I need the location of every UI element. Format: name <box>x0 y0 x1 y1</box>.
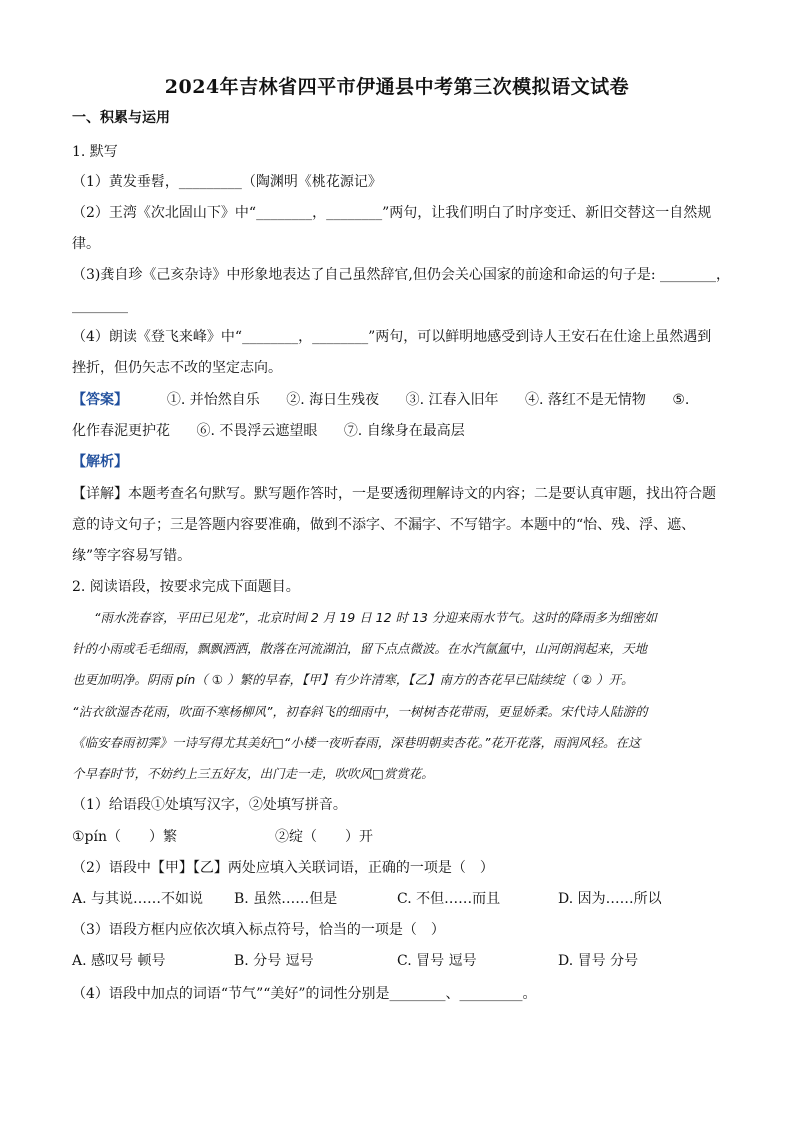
answer-item: ⑦. 自缘身在最高层 <box>343 423 465 439</box>
passage-line-1: “雨水洗春容，平田已见龙”，北京时间 2 月 19 日 12 时 13 分迎来雨水节气。这时的降雨多为细密如 <box>94 610 657 625</box>
question-1-heading: 1. 默写 <box>72 144 118 160</box>
option-a: A. 感叹号 顿号 <box>72 953 166 969</box>
question-1-part-2-cont: 律。 <box>72 236 100 252</box>
question-1-part-2: （2）王湾《次北固山下》中“________，________”两句，让我们明白了时序变迁、新旧交替这一自然规 <box>72 205 712 221</box>
passage-line-6: 个早春时节，不妨约上三五好友，出门走一走，吹吹风□赏赏花。 <box>72 766 434 781</box>
answer-tag: 【答案】 <box>72 392 128 408</box>
detail-line-2: 意的诗文句子；三是答题内容要准确，做到不添字、不漏字、不写错字。本题中的“怡、残、浮、遮、 <box>72 517 696 533</box>
answer-row-2 <box>72 421 728 441</box>
answer-item: ③. 江春入旧年 <box>405 392 499 408</box>
question-1-part-3: （3)龚自珍《己亥杂诗》中形象地表达了自己虽然辞官,但仍会关心国家的前途和命运的句子是: ________， <box>72 267 730 283</box>
option-c: C. 冒号 逗号 <box>397 953 477 969</box>
passage-line-2: 针的小雨或毛毛细雨，飘飘洒洒，散落在河流湖泊，留下点点微波。在水汽氤氲中，山河朗润起来，天地 <box>72 641 648 656</box>
option-b: B. 分号 逗号 <box>234 953 314 969</box>
subquestion-3: （3）语段方框内应依次填入标点符号，恰当的一项是（ ） <box>72 922 445 938</box>
passage-line-5: 《临安春雨初霁》一诗写得尤其美好□“小楼一夜听春雨，深巷明朝卖杏花。”花开花落，雨润风轻。在这 <box>72 735 641 750</box>
detail-line-3: 缘”等字容易写错。 <box>72 548 192 564</box>
option-a: A. 与其说……不如说 <box>72 891 204 907</box>
answer-item: ⑤. <box>672 392 690 408</box>
option-b: B. 虽然……但是 <box>234 891 338 907</box>
option-d: D. 冒号 分号 <box>558 953 639 969</box>
option-d: D. 因为……所以 <box>558 891 662 907</box>
option-c: C. 不但……而且 <box>397 891 501 907</box>
question-1-part-3-cont: ________ <box>72 298 128 314</box>
blank-1: ①pín（ ）繁 <box>72 829 178 845</box>
passage-line-3: 也更加明净。阴雨 pín（ ① ）繁的早春，【甲】有少许清寒，【乙】南方的杏花早已陆续绽（ ② ）开。 <box>72 672 634 687</box>
answer-item: ②. 海日生残夜 <box>286 392 380 408</box>
answer-item: 化作春泥更护花 <box>72 423 170 439</box>
answer-item: ④. 落红不是无情物 <box>524 392 646 408</box>
passage-line-4: “沾衣欲湿杏花雨，吹面不寒杨柳风”，初春斜飞的细雨中，一树树杏花带雨，更显娇柔。宋代诗人陆游的 <box>72 704 648 719</box>
question-1-part-1: （1）黄发垂髫，_________（陶渊明《桃花源记》 <box>72 174 382 190</box>
subquestion-4: （4）语段中加点的词语“节气”“美好”的词性分别是________、_________。 <box>72 986 537 1002</box>
question-2-heading: 2. 阅读语段，按要求完成下面题目。 <box>72 579 300 595</box>
page-title: 2024年吉林省四平市伊通县中考第三次模拟语文试卷 <box>164 76 630 98</box>
blank-2: ②绽（ ）开 <box>275 829 373 845</box>
subquestion-1: （1）给语段①处填写汉字，②处填写拼音。 <box>72 797 347 813</box>
analysis-tag: 【解析】 <box>72 454 128 470</box>
answer-row-1 <box>72 390 728 410</box>
question-1-part-4: （4）朗读《登飞来峰》中“________，________”两句，可以鲜明地感受到诗人王安石在仕途上虽然遇到 <box>72 329 712 345</box>
question-1-part-4-cont: 挫折，但仍矢志不改的坚定志向。 <box>72 360 282 376</box>
answer-item: ⑥. 不畏浮云遮望眼 <box>196 423 318 439</box>
section-heading: 一、积累与运用 <box>72 110 170 126</box>
answer-item: ①. 并怡然自乐 <box>166 392 260 408</box>
detail-line-1: 【详解】本题考查名句默写。默写题作答时，一是要透彻理解诗文的内容；二是要认真审题，找出符合题 <box>72 486 716 502</box>
subquestion-2: （2）语段中【甲】【乙】两处应填入关联词语，正确的一项是（ ） <box>72 860 494 876</box>
